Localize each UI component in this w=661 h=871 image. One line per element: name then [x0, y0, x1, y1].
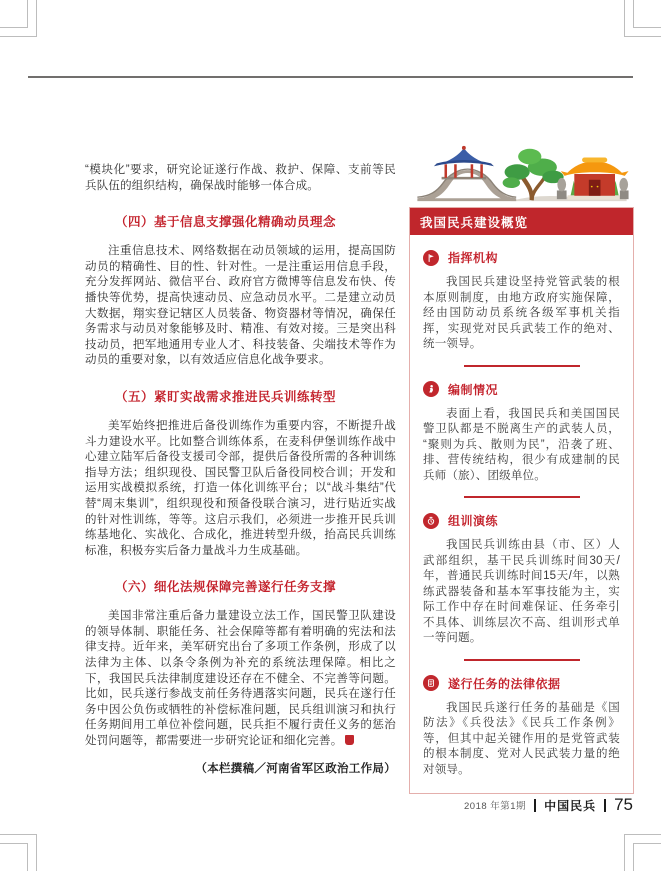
footer-magazine-title: 中国民兵 — [544, 798, 597, 813]
panel-section-title: 组训演练 — [448, 514, 499, 528]
flag-icon — [423, 250, 439, 266]
footer-separator — [534, 799, 536, 812]
panel-section-title: 指挥机构 — [448, 251, 499, 265]
person-icon — [423, 381, 439, 397]
footer-issue: 2018 年第1期 — [464, 801, 527, 812]
section-heading: （四）基于信息支撑强化精确动员理念 — [115, 215, 337, 230]
end-of-article-icon — [345, 735, 354, 745]
section-body — [85, 609, 396, 749]
article-section-6 — [85, 577, 396, 749]
page-top-rule — [28, 76, 633, 78]
panel-section-training — [410, 512, 633, 661]
stopwatch-icon — [423, 513, 439, 529]
sidebar-overview-panel — [409, 142, 634, 794]
panel-section-body: 我国民兵建设坚持党管武装的根本原则制度，由地方政府实施保障，经由国防动员系统各级军事机关指挥，实现党对民兵武装工作的绝对、统一领导。 — [423, 276, 620, 350]
page-footer — [464, 795, 633, 815]
panel-section-command — [410, 249, 633, 367]
panel-section-title-row — [423, 512, 620, 529]
crop-mark-bottom-right-inner — [633, 843, 661, 871]
article-byline: （本栏撰稿／河南省军区政治工作局） — [195, 762, 396, 775]
crop-mark-top-right-inner — [633, 0, 661, 28]
panel-section-title-row — [423, 381, 620, 398]
panel-section-body: 我国民兵遂行任务的基础是《国防法》《兵役法》《民兵工作条例》等，但其中起关键作用的是党管武装的根本制度、党对人民武装力量的绝对领导。 — [423, 701, 620, 776]
panel-section-title-row — [423, 249, 620, 266]
section-heading: （六）细化法规保障完善遂行任务支撑 — [115, 580, 337, 595]
panel-section-title-row — [423, 675, 620, 692]
panel-section-body: 我国民兵训练由县（市、区）人武部组织，基干民兵训练时间30天/年，普通民兵训练时间15天/年，以熟练武器装备和基本军事技能为主，实际工作中存在时间难保证、任务牵引不具体、训练层次不高、组训形式单一等问题。 — [423, 539, 620, 644]
overview-panel — [409, 207, 634, 794]
section-heading: （五）紧盯实战需求推进民兵训练转型 — [115, 389, 337, 404]
section-divider — [464, 496, 580, 498]
article-section-5 — [85, 387, 396, 559]
article-section-4 — [85, 212, 396, 369]
panel-section-organization — [410, 381, 633, 499]
section-body: 注重信息技术、网络数据在动员领域的运用，提高国防动员的精确性、目的性、针对性。一是注重运用信息手段，充分发挥网站、微信平台、政府官方微博等信息发布快、传播快等优势，提高快速动员、应急动员水平。二是建立动员大数据，翔实登记辖区人员装备、物资器材等情况，确保任务需求与动员对象能够及时、精准、有效对接。三是突出科技动员，把军地通用专业人才、科技装备、尖端技术等作为动员的重要对象，以有效适应信息化战争要求。 — [85, 245, 396, 367]
footer-separator — [604, 799, 606, 812]
article-column — [85, 163, 396, 776]
garden-illustration — [412, 142, 632, 204]
law-book-icon — [423, 675, 439, 691]
crop-mark-bottom-left-inner — [0, 843, 28, 871]
crop-mark-top-left-inner — [0, 0, 28, 28]
article-lead-paragraph: “模块化”要求，研究论证遂行作战、救护、保障、支前等民兵队伍的组织结构，确保战时能够一体合成。 — [85, 164, 396, 192]
section-body: 美军始终把推进后备役训练作为重要内容，不断提升战斗力建设水平。比如整合训练体系，在麦科伊堡训练作战中心建立陆军后备役支援司令部，提供后备役所需的各种训练指导方法；组织现役、国民警卫队后备役同校合训；开发和运用实战模拟系统，打造一体化训练平台；以“战斗集结”代替“周末集训”，组织现役和预备役联合演习，进行贴近实战的针对性训练，等等。这启示我们，必须进一步推开民兵训练基地化、实战化、合成化，推进转型升级，抬高民兵训练标准，积极夯实后备力量战斗力生成基础。 — [85, 419, 396, 557]
section-divider — [464, 365, 580, 367]
panel-section-legal-basis — [410, 675, 633, 794]
panel-section-title: 遂行任务的法律依据 — [448, 676, 561, 691]
section-divider — [464, 659, 580, 661]
section-body-text: 美国非常注重后备力量建设立法工作，国民警卫队建设的领导体制、职能任务、社会保障等都有着明确的宪法和法律支持。近年来，美军研究出台了多项工作条例，形成了以法律为主体、以条令条例为补充的系统法理保障。相比之下，我国民兵法律制度建设还存在不健全、不完善等问题。比如，民兵遂行参战支前任务待遇落实问题，民兵在遂行任务中因公负伤或牺牲的补偿标准问题，民兵组训演习和执行任务期间用工单位补偿问题，民兵拒不履行责任义务的惩治处罚问题等，都需要进一步研究论证和细化完善。 — [85, 610, 396, 748]
panel-section-body: 表面上看，我国民兵和美国国民警卫队都是不脱离生产的武装人员，“聚则为兵、散则为民”，沿袭了班、排、营传统结构，很少有成建制的民兵师（旅）、团级单位。 — [423, 407, 620, 482]
panel-title: 我国民兵建设概览 — [410, 208, 633, 235]
panel-section-title: 编制情况 — [448, 382, 499, 397]
footer-page-number: 75 — [614, 795, 633, 814]
